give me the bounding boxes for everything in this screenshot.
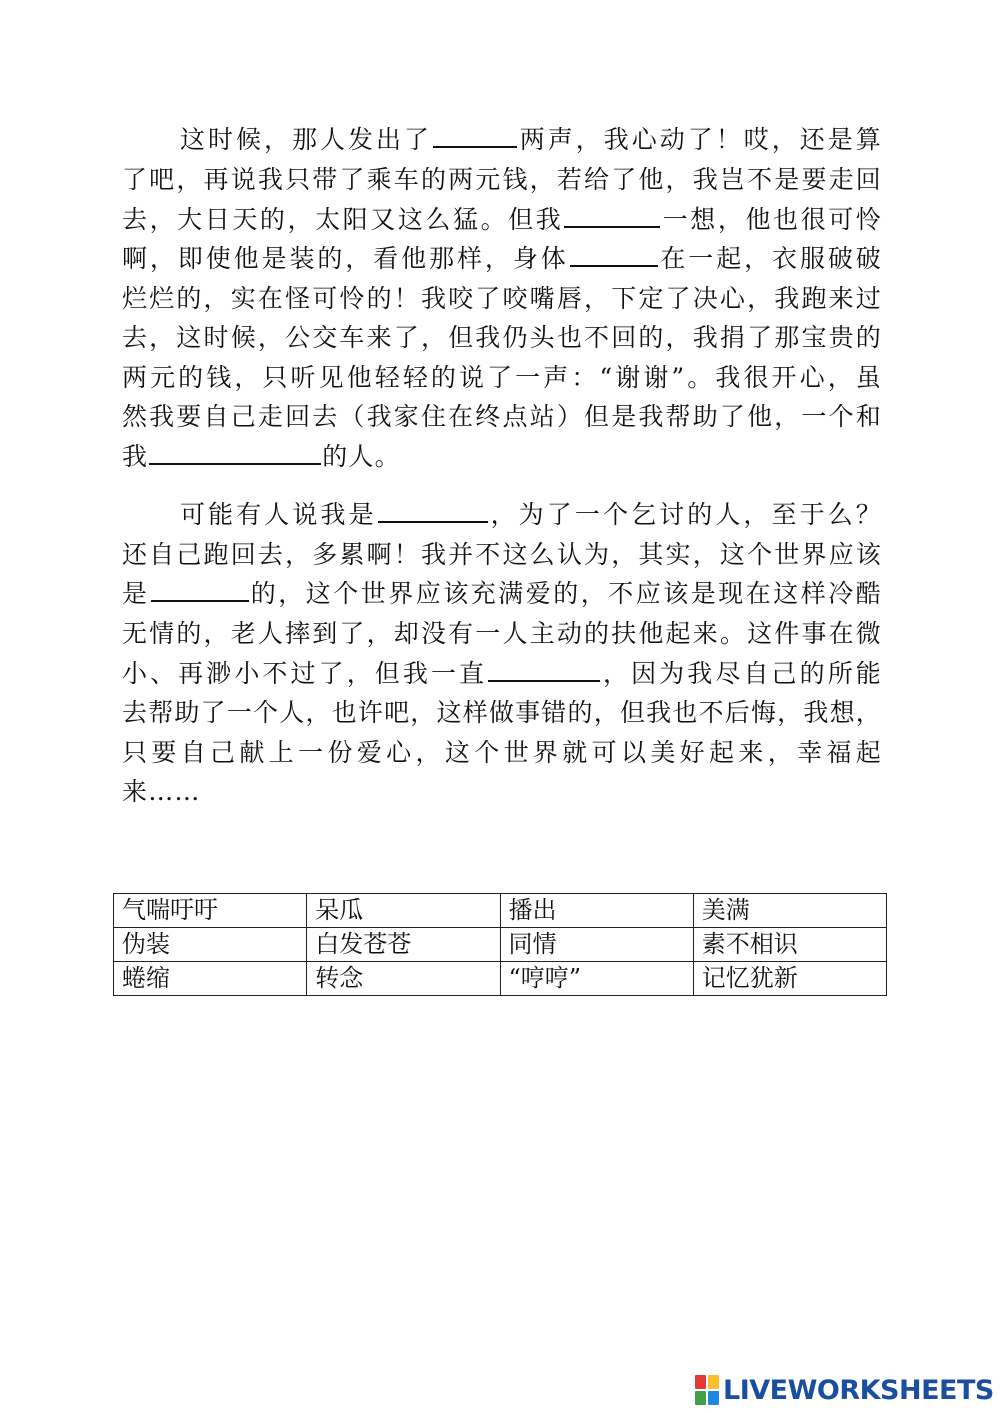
word-cell: 播出 <box>500 894 693 928</box>
logo-text: LIVEWORKSHEETS <box>723 1374 994 1406</box>
logo-square-blue <box>708 1391 719 1405</box>
word-bank-table <box>113 893 887 996</box>
table-row <box>114 962 887 996</box>
p2-line-1: 可能有人说我是 ，为了一个乞讨的人，至于么？ <box>180 500 882 529</box>
blank-2[interactable] <box>564 204 660 228</box>
logo-square-red <box>695 1375 706 1389</box>
p1-line-6: 去，这时候，公交车来了，但我仍头也不回的，我捐了那宝贵的 <box>122 323 882 352</box>
word-cell: 素不相识 <box>693 928 886 962</box>
table-row <box>114 894 887 928</box>
liveworksheets-logo[interactable] <box>695 1373 994 1407</box>
blank-1[interactable] <box>433 124 517 148</box>
p2-line-5: 小、再渺小不过了，但我一直 ，因为我尽自己的所能 <box>122 659 882 688</box>
p2-line-3: 是 的，这个世界应该充满爱的，不应该是现在这样冷酷 <box>122 579 882 608</box>
p1-line-4: 啊，即使他是装的，看他那样，身体 在一起，衣服破破 <box>122 244 883 273</box>
p1-line-1: 这时候，那人发出了 两声，我心动了！哎，还是算 <box>180 125 882 154</box>
p2-line-7: 只要自己献上一份爱心，这个世界就可以美好起来，幸福起 <box>122 738 882 767</box>
word-cell: 同情 <box>500 928 693 962</box>
p1-line-3: 去，大日天的，太阳又这么猛。但我 一想，他也很可怜 <box>122 205 882 234</box>
p2-line-6: 去帮助了一个人，也许吧，这样做事错的，但我也不后悔，我想， <box>122 698 882 727</box>
word-cell: 气喘吁吁 <box>114 894 307 928</box>
p1-line-2: 了吧，再说我只带了乘车的两元钱，若给了他，我岂不是要走回 <box>122 165 882 194</box>
blank-6[interactable] <box>151 578 249 602</box>
p1-line-7: 两元的钱，只听见他轻轻的说了一声：“谢谢”。我很开心，虽 <box>122 363 882 392</box>
p1-line-8: 然我要自己走回去（我家住在终点站）但是我帮助了他，一个和 <box>122 402 882 431</box>
blank-4[interactable] <box>149 441 321 465</box>
p2-line-4: 无情的，老人摔到了，却没有一人主动的扶他起来。这件事在微 <box>122 619 882 648</box>
p1-line-9: 我 的人。 <box>122 442 401 471</box>
table-row <box>114 928 887 962</box>
p2-line-2: 还自己跑回去，多累啊！我并不这么认为，其实，这个世界应该 <box>122 540 882 569</box>
logo-square-yellow <box>708 1375 719 1389</box>
word-cell: 转念 <box>307 962 500 996</box>
word-cell: 蜷缩 <box>114 962 307 996</box>
word-cell: 伪装 <box>114 928 307 962</box>
blank-5[interactable] <box>378 499 488 523</box>
word-cell: 记忆犹新 <box>693 962 886 996</box>
p2-line-8: 来…… <box>122 777 201 806</box>
word-cell: 白发苍苍 <box>307 928 500 962</box>
word-cell: “哼哼” <box>500 962 693 996</box>
word-cell: 美满 <box>693 894 886 928</box>
blank-3[interactable] <box>570 243 658 267</box>
blank-7[interactable] <box>488 658 600 682</box>
logo-mark-icon <box>695 1375 719 1405</box>
p1-line-5: 烂烂的，实在怪可怜的！我咬了咬嘴唇，下定了决心，我跑来过 <box>122 284 882 313</box>
logo-square-green <box>695 1391 706 1405</box>
word-cell: 呆瓜 <box>307 894 500 928</box>
